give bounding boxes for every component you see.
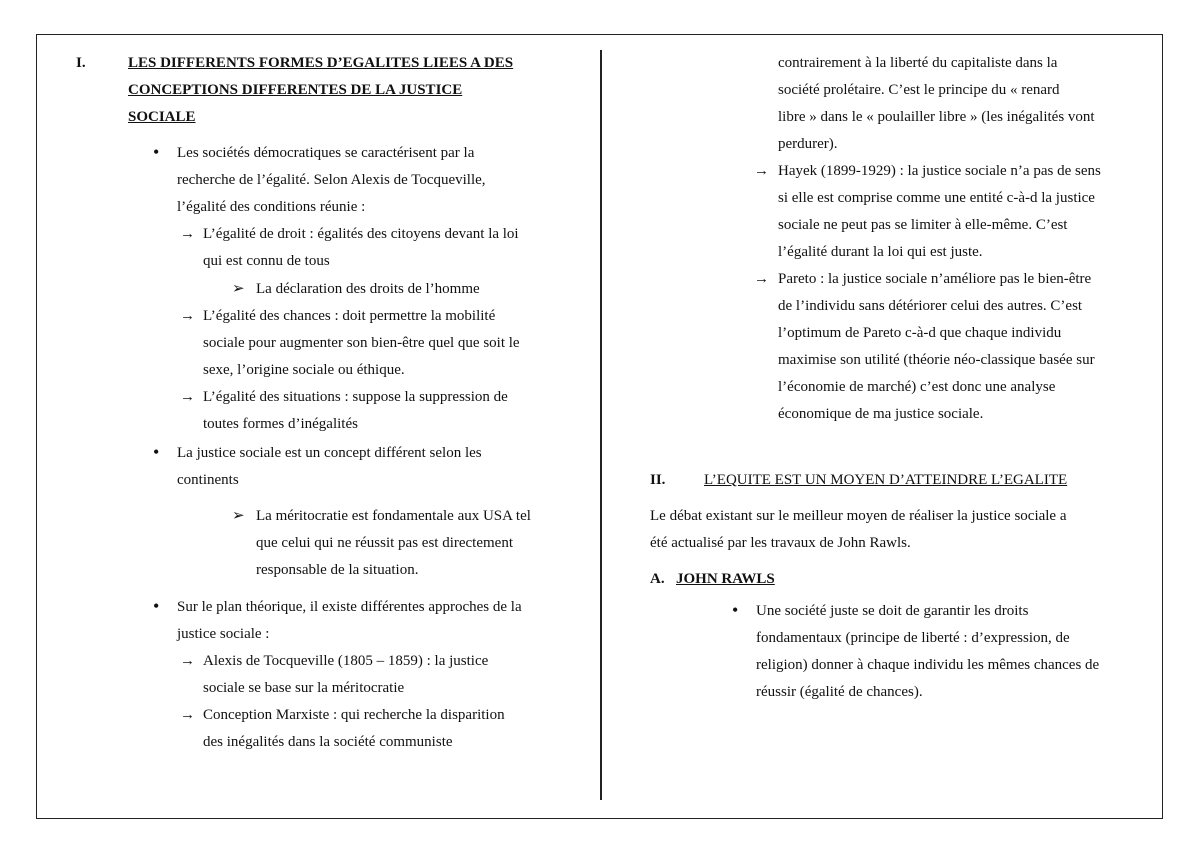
pareto-line-5: l’économie de marché) c’est donc une analyse	[778, 379, 1056, 395]
paragraph-line-2: été actualisé par les travaux de John Rawls.	[650, 535, 911, 551]
hayek-line-1: Hayek (1899-1929) : la justice sociale n’a pas de sens	[778, 163, 1101, 179]
bullet-2-line-2: continents	[177, 472, 239, 488]
continuation-line-4: perdurer).	[778, 136, 838, 152]
rawls-bullet-line-2: fondamentaux (principe de liberté : d’expression, de	[756, 630, 1070, 646]
arrow-2-line-1: L’égalité des chances : doit permettre la mobilité	[203, 308, 496, 324]
bullet-3-line-1: Sur le plan théorique, il existe différentes approches de la	[177, 599, 522, 615]
pareto-line-3: l’optimum de Pareto c-à-d que chaque individu	[778, 325, 1062, 341]
sub-bullet-1: La déclaration des droits de l’homme	[256, 281, 480, 297]
arrow-marker: →	[180, 389, 195, 405]
bullet-1-line-3: l’égalité des conditions réunie :	[177, 199, 366, 215]
rawls-bullet-line-1: Une société juste se doit de garantir les droits	[756, 603, 1029, 619]
arrow-1-line-1: L’égalité de droit : égalités des citoyens devant la loi	[203, 226, 519, 242]
sub-bullet-marker: ➢	[232, 508, 245, 524]
arrow-marker: →	[180, 308, 195, 324]
sub-bullet-marker: ➢	[232, 281, 245, 297]
continuation-line-1: contrairement à la liberté du capitaliste dans la	[778, 55, 1058, 71]
arrow-marker: →	[180, 653, 195, 669]
hayek-line-3: sociale ne peut pas se limiter à elle-même. C’est	[778, 217, 1068, 233]
pareto-line-6: économique de ma justice sociale.	[778, 406, 984, 422]
arrow-5-line-1: Conception Marxiste : qui recherche la disparition	[203, 707, 505, 723]
bullet-marker: •	[732, 600, 739, 620]
bullet-1-line-2: recherche de l’égalité. Selon Alexis de Tocqueville,	[177, 172, 486, 188]
arrow-5-line-2: des inégalités dans la société communiste	[203, 734, 453, 750]
sub-bullet-2-line-3: responsable de la situation.	[256, 562, 419, 578]
arrow-3-line-2: toutes formes d’inégalités	[203, 416, 358, 432]
column-divider	[600, 50, 602, 800]
bullet-marker: •	[153, 596, 160, 616]
arrow-marker: →	[754, 163, 769, 179]
bullet-1-line-1: Les sociétés démocratiques se caractérisent par la	[177, 145, 475, 161]
bullet-2-line-1: La justice sociale est un concept différent selon les	[177, 445, 482, 461]
rawls-bullet-line-4: réussir (égalité de chances).	[756, 684, 923, 700]
arrow-4-line-2: sociale se base sur la méritocratie	[203, 680, 405, 696]
section-1-number: I.	[76, 55, 86, 71]
arrow-2-line-2: sociale pour augmenter son bien-être quel que soit le	[203, 335, 520, 351]
paragraph-line-1: Le débat existant sur le meilleur moyen de réaliser la justice sociale a	[650, 508, 1067, 524]
section-2-number: II.	[650, 472, 666, 488]
bullet-3-line-2: justice sociale :	[177, 626, 270, 642]
arrow-marker: →	[180, 226, 195, 242]
subsection-a-title: JOHN RAWLS	[676, 571, 775, 587]
sub-bullet-2-line-2: que celui qui ne réussit pas est directement	[256, 535, 513, 551]
hayek-line-2: si elle est comprise comme une entité c-à-d la justice	[778, 190, 1095, 206]
bullet-marker: •	[153, 142, 160, 162]
section-1-title-line-1: LES DIFFERENTS FORMES D’EGALITES LIEES A DES	[128, 55, 514, 71]
hayek-line-4: l’égalité durant la loi qui est juste.	[778, 244, 983, 260]
arrow-1-line-2: qui est connu de tous	[203, 253, 330, 269]
pareto-line-4: maximise son utilité (théorie néo-classique basée sur	[778, 352, 1095, 368]
bullet-marker: •	[153, 442, 160, 462]
arrow-marker: →	[180, 707, 195, 723]
section-1-title-line-2: CONCEPTIONS DIFFERENTES DE LA JUSTICE	[128, 82, 463, 98]
rawls-bullet-line-3: religion) donner à chaque individu les mêmes chances de	[756, 657, 1100, 673]
subsection-a-number: A.	[650, 571, 665, 587]
arrow-4-line-1: Alexis de Tocqueville (1805 – 1859) : la justice	[203, 653, 489, 669]
arrow-marker: →	[754, 271, 769, 287]
arrow-2-line-3: sexe, l’origine sociale ou éthique.	[203, 362, 405, 378]
section-1-title-line-3: SOCIALE	[128, 109, 196, 125]
pareto-line-2: de l’individu sans détériorer celui des autres. C’est	[778, 298, 1083, 314]
continuation-line-2: société prolétaire. C’est le principe du « renard	[778, 82, 1060, 98]
sub-bullet-2-line-1: La méritocratie est fondamentale aux USA tel	[256, 508, 531, 524]
continuation-line-3: libre » dans le « poulailler libre » (les inégalités vont	[778, 109, 1095, 125]
pareto-line-1: Pareto : la justice sociale n’améliore pas le bien-être	[778, 271, 1092, 287]
section-2-title: L’EQUITE EST UN MOYEN D’ATTEINDRE L’EGALITE	[704, 472, 1068, 488]
arrow-3-line-1: L’égalité des situations : suppose la suppression de	[203, 389, 508, 405]
